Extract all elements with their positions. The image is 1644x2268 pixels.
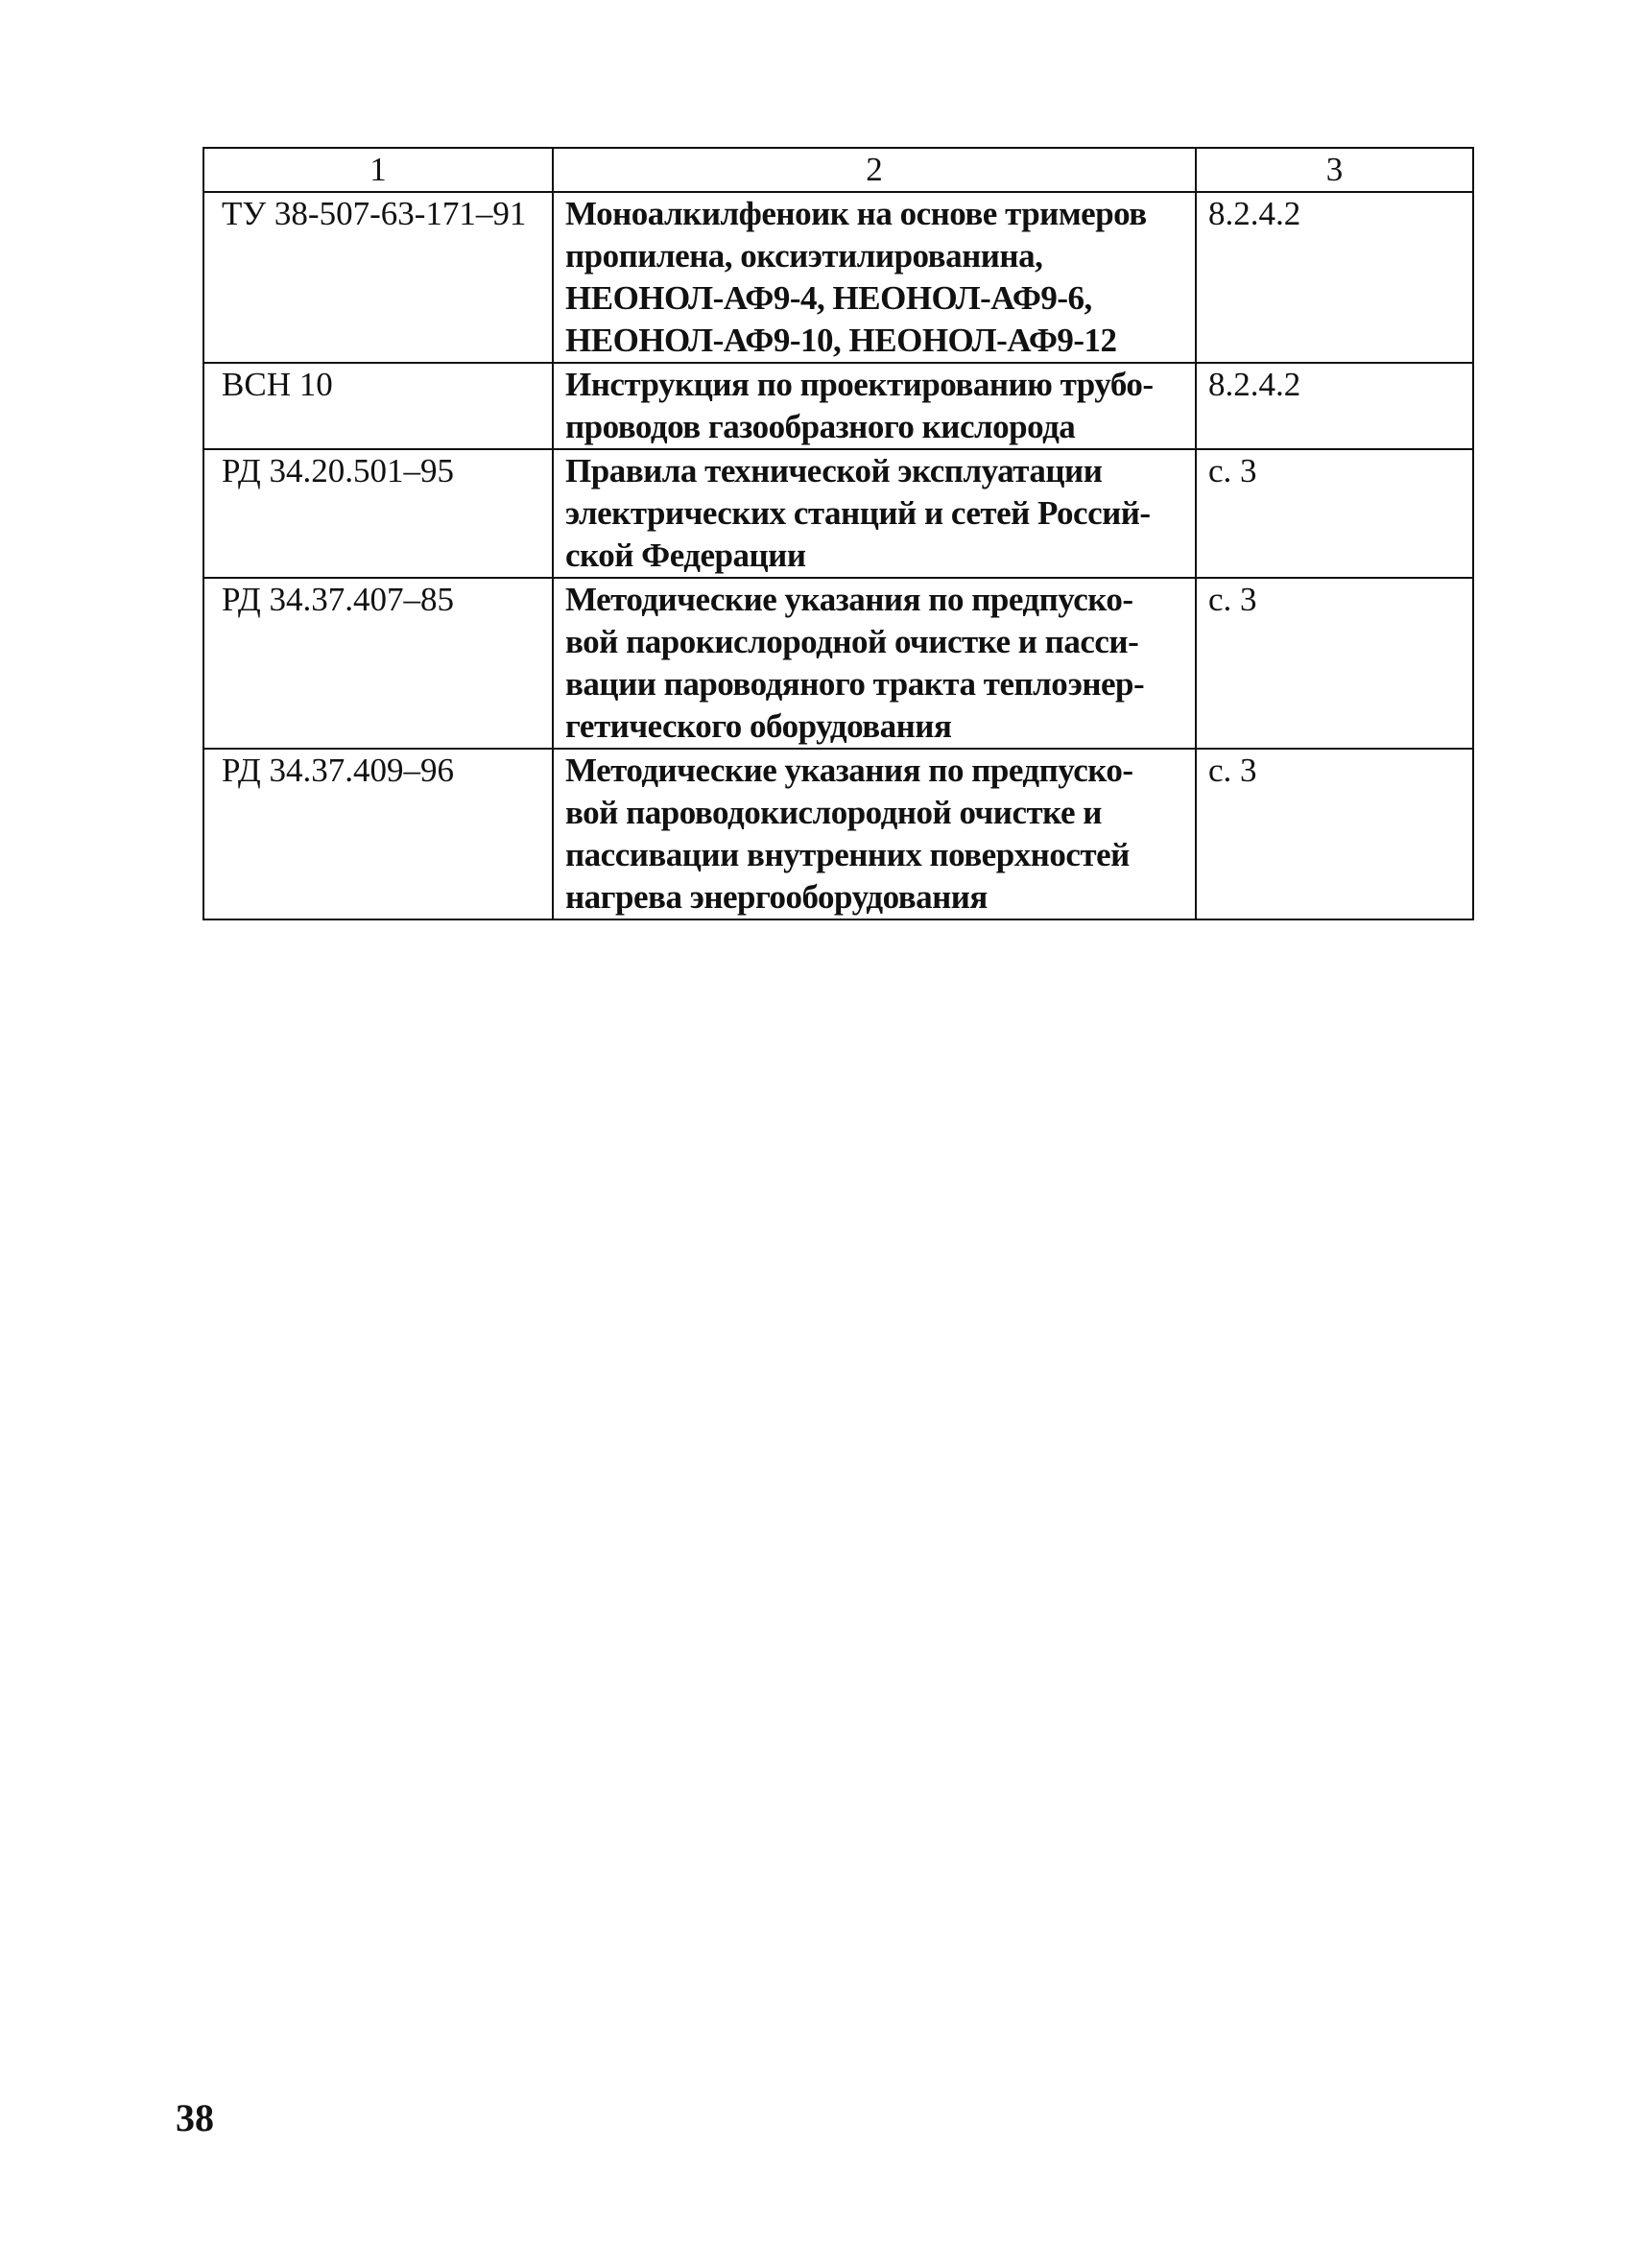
document-title: Моноалкилфеноик на основе тримеров пропилена, оксиэтилированина, НЕОНОЛ-АФ9-4, НЕОНОЛ-АФ9-6, НЕОНОЛ-АФ9-10, НЕОНОЛ-АФ9-12 (553, 192, 1196, 363)
section-reference: с. 3 (1196, 749, 1473, 919)
document-code: РД 34.37.409–96 (203, 749, 553, 919)
section-reference: с. 3 (1196, 578, 1473, 749)
column-header-2: 2 (553, 148, 1196, 192)
section-reference: 8.2.4.2 (1196, 192, 1473, 363)
section-reference: 8.2.4.2 (1196, 363, 1473, 449)
document-code: ТУ 38-507-63-171–91 (203, 192, 553, 363)
column-header-3: 3 (1196, 148, 1473, 192)
section-reference: с. 3 (1196, 449, 1473, 578)
table-row (203, 449, 1473, 578)
table-row (203, 578, 1473, 749)
table-row (203, 192, 1473, 363)
page-number: 38 (176, 2096, 214, 2139)
document-code: РД 34.20.501–95 (203, 449, 553, 578)
document-title: Методические указания по предпуско- вой пароводокислородной очистке и пассивации внутренних поверхностей нагрева энергооборудования (553, 749, 1196, 919)
document-title: Методические указания по предпуско- вой парокислородной очистке и пасси- вации пароводяного тракта теплоэнер- гетического оборудования (553, 578, 1196, 749)
document-code: РД 34.37.407–85 (203, 578, 553, 749)
reference-table (203, 147, 1474, 920)
table-row (203, 363, 1473, 449)
document-code: ВСН 10 (203, 363, 553, 449)
table-header-row (203, 148, 1473, 192)
table-row (203, 749, 1473, 919)
document-title: Правила технической эксплуатации электрических станций и сетей Россий- ской Федерации (553, 449, 1196, 578)
document-title: Инструкция по проектированию трубо- проводов газообразного кислорода (553, 363, 1196, 449)
column-header-1: 1 (203, 148, 553, 192)
